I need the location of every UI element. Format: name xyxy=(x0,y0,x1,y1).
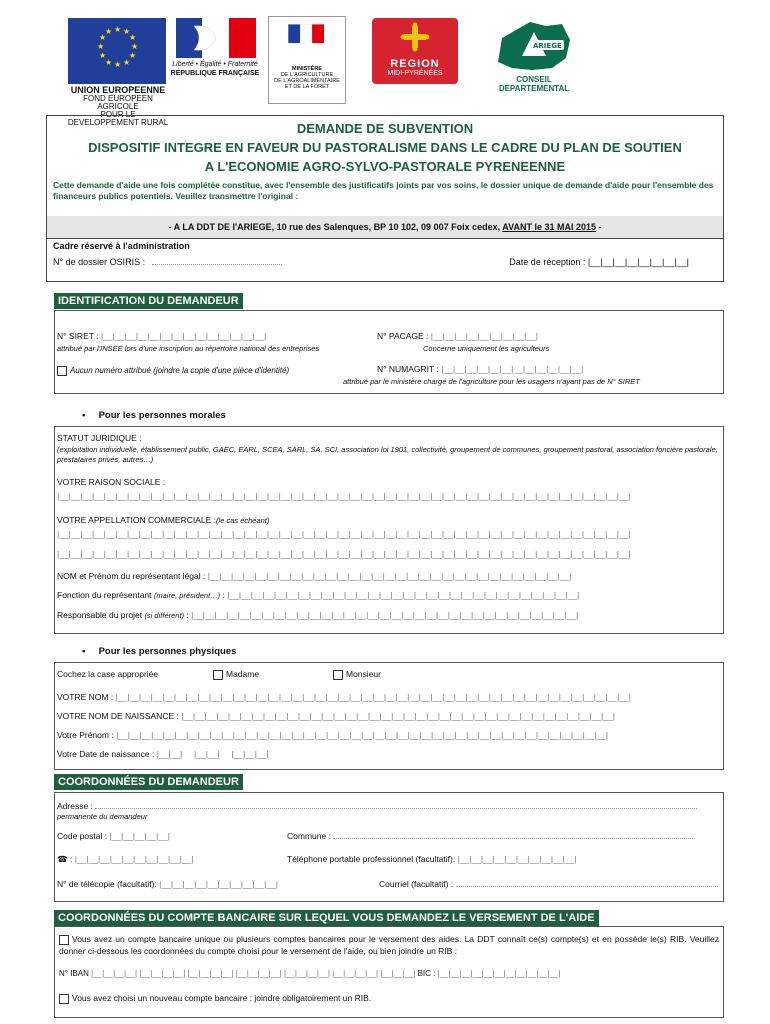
occitan-cross-icon xyxy=(372,18,458,58)
appellation-label: VOTRE APPELLATION COMMERCIALE :(le cas échéant) xyxy=(57,515,270,525)
siret-field[interactable]: N° SIRET : |__|__|__|__|__|__|__|__|__|__|__|__|__|__| xyxy=(57,331,267,341)
svg-text:★: ★ xyxy=(131,42,139,51)
coordonnees-box xyxy=(54,792,724,902)
svg-text:★: ★ xyxy=(105,27,113,36)
ariege-logo xyxy=(492,18,574,74)
no-number-option[interactable]: Aucun numéro attribué (joindre la copie d'une pièce d'identité) xyxy=(57,366,289,376)
prenom-field[interactable]: Votre Prénom : |__|__|__|__|__|__|__|__|__|__|__|__|__|__|__|__|__|__|__|__|__|__|__|__|__|__|__|__|__|__|__|__|__|__|__|__|__|__|__|__|__|__| xyxy=(57,730,609,740)
svg-text:★: ★ xyxy=(123,27,131,36)
monsieur-checkbox[interactable] xyxy=(333,670,343,680)
madame-checkbox[interactable] xyxy=(213,670,223,680)
svg-text:ARIEGE: ARIEGE xyxy=(533,42,562,50)
svg-text:★: ★ xyxy=(99,51,107,60)
title-line1: DEMANDE DE SUBVENTION xyxy=(296,121,474,136)
nom-field[interactable]: VOTRE NOM : |__|__|__|__|__|__|__|__|__|__|__|__|__|__|__|__|__|__|__|__|__|__|__|__|__|__|__|__|__|__|__|__|__|__|__|__|__|__|__|__|__|__|__|__| xyxy=(57,692,631,702)
ariege-caption: CONSEIL DEPARTEMENTAL xyxy=(498,75,570,93)
eu-caption: UNION EUROPEENNE FOND EUROPEEN AGRICOLE POUR LE DEVELOPPEMENT RURAL xyxy=(67,85,169,127)
title-description: Cette demande d'aide une fois complétée constitue, avec l'ensemble des justificatifs joints par vos soins, le dossier unique de demande d'aide pour l'ensemble des financeurs publics potentiels. Veuillez transmettre l'original : xyxy=(53,180,714,201)
cochez-label: Cochez la case appropriée xyxy=(57,669,159,679)
appellation-field-1[interactable]: |__|__|__|__|__|__|__|__|__|__|__|__|__|__|__|__|__|__|__|__|__|__|__|__|__|__|__|__|__|__|__|__|__|__|__|__|__|__|__|__|__|__|__|__|__|__|__|__|__| xyxy=(57,529,631,539)
fonction-field[interactable]: Fonction du représentant (maire, président…) : |__|__|__|__|__|__|__|__|__|__|__|__|__|__|__|__|__|__|__|__|__|__|__|__|__|__|__|__|__|__| xyxy=(57,590,580,600)
date-naissance-field[interactable]: Votre Date de naissance : |__|__| |__|__| |__|__|__| xyxy=(57,749,269,759)
osiris-label: N° de dossier OSIRIS : xyxy=(53,257,146,267)
statut-label: STATUT JURIDIQUE : xyxy=(57,433,142,443)
svg-text:★: ★ xyxy=(114,60,122,69)
morales-heading: ▪ Pour les personnes morales xyxy=(82,410,226,421)
physiques-box xyxy=(54,662,724,770)
raison-field[interactable]: |__|__|__|__|__|__|__|__|__|__|__|__|__|__|__|__|__|__|__|__|__|__|__|__|__|__|__|__|__|__|__|__|__|__|__|__|__|__|__|__|__|__|__|__|__|__|__|__|__| xyxy=(57,491,631,501)
eu-logo xyxy=(68,18,166,84)
coordonnees-header: COORDONNÉES DU DEMANDEUR xyxy=(54,774,243,790)
portable-field[interactable]: Téléphone portable professionnel (facultatif): |__|__|__|__|__|__|__|__|__|__| xyxy=(287,854,577,864)
numagrit-field[interactable]: N° NUMAGRIT : |__|__|__|__|__|__|__|__|__|__|__|__| xyxy=(377,364,584,374)
courriel-field[interactable]: Courriel (facultatif) : xyxy=(379,879,718,889)
fax-field[interactable]: N° de télécopie (facultatif): |__|__|__|__|__|__|__|__|__|__| xyxy=(57,879,278,889)
pacage-note: Concerne uniquement les agriculteurs xyxy=(423,344,550,353)
adresse-field[interactable]: Adresse : xyxy=(57,801,697,811)
admin-frame xyxy=(47,238,723,271)
appellation-field-2[interactable]: |__|__|__|__|__|__|__|__|__|__|__|__|__|__|__|__|__|__|__|__|__|__|__|__|__|__|__|__|__|__|__|__|__|__|__|__|__|__|__|__|__|__|__|__|__|__|__|__|__| xyxy=(57,549,631,559)
admin-label: Cadre réservé à l'administration xyxy=(53,241,190,251)
nom-naissance-field[interactable]: VOTRE NOM DE NAISSANCE : |__|__|__|__|__|__|__|__|__|__|__|__|__|__|__|__|__|__|__|__|__|__|__|__|__|__|__|__|__|__|__|__|__|__|__|__|__| xyxy=(57,711,615,721)
representant-field[interactable]: NOM et Prénom du représentant légal : |__|__|__|__|__|__|__|__|__|__|__|__|__|__|__|__|__|__|__|__|__|__|__|__|__|__|__|__|__|__|__| xyxy=(57,571,572,581)
svg-text:★: ★ xyxy=(123,58,131,67)
svg-text:★: ★ xyxy=(105,58,113,67)
title-box xyxy=(46,115,724,282)
telephone-field[interactable]: ☎ : |__|__|__|__|__|__|__|__|__|__| xyxy=(57,854,194,864)
commune-field[interactable]: Commune : xyxy=(287,831,693,841)
region-logo: REGION MIDI-PYRÉNÉES xyxy=(372,18,458,84)
iban-field[interactable]: N° IBAN |__|__|__|__| |__|__|__|__| |__|__|__|__| |__|__|__|__| |__|__|__|__| |__|__|__|__| |__|__|__| BIC : |__|__|__|__|__|__|__|__|__|__|__| xyxy=(59,969,561,978)
reception-field[interactable]: Date de réception : |__|__|__|__|__|__|__|__| xyxy=(509,257,689,267)
nouveau-compte-option[interactable]: Vous avez choisi un nouveau compte bancaire : joindre obligatoirement un RIB. xyxy=(59,993,371,1004)
rf-caption: Liberté • Égalité • Fraternité RÉPUBLIQUE FRANÇAISE xyxy=(170,61,260,77)
statut-note: (exploitation individuelle, établissement public, GAEC, EARL, SCEA, SARL, SA, SCI, association loi 1901, collectivité, groupement de communes, groupement pastoral, association foncière pastorale, prestataires privés, autres…) xyxy=(57,445,718,464)
svg-text:★: ★ xyxy=(129,33,137,42)
compte-existant-option[interactable]: Vous avez un compte bancaire unique ou plusieurs comptes bancaires pour le versement des aides. La DDT connaît ce(s) compte(s) et en possède le(s) RIB. Veuillez donner ci-dessous les coordonnées du compte choisi pour le versement de l'aide, ou bien joindre un RIB : xyxy=(59,934,719,956)
nouveau-compte-checkbox[interactable] xyxy=(59,994,69,1004)
title-line2: DISPOSITIF INTEGRE EN FAVEUR DU PASTORALISME DANS LE CADRE DU PLAN DE SOUTIEN xyxy=(88,140,682,155)
cp-field[interactable]: Code postal : |__|__|__|__|__| xyxy=(57,831,170,841)
ministere-logo: MINISTÈRE DE L'AGRICULTURE DE L'AGROALIMENTAIRE ET DE LA FORÊT xyxy=(268,16,346,104)
marianne-logo xyxy=(176,18,256,58)
monsieur-option[interactable]: Monsieur xyxy=(333,669,381,680)
raison-label: VOTRE RAISON SOCIALE : xyxy=(57,477,166,487)
bancaire-header: COORDONNÉES DU COMPTE BANCAIRE SUR LEQUEL VOUS DEMANDEZ LE VERSEMENT DE L'AIDE xyxy=(54,910,599,926)
responsable-field[interactable]: Responsable du projet (si différent) : |__|__|__|__|__|__|__|__|__|__|__|__|__|__|__|__|__|__|__|__|__|__|__|__|__|__|__|__|__|__|__|__|__| xyxy=(57,610,579,620)
svg-text:★: ★ xyxy=(99,33,107,42)
title-line3: A L'ECONOMIE AGRO-SYLVO-PASTORALE PYRENEENNE xyxy=(204,159,566,174)
svg-text:★: ★ xyxy=(114,25,122,34)
pacage-field[interactable]: N° PACAGE : |__|__|__|__|__|__|__|__|__| xyxy=(377,331,538,341)
madame-option[interactable]: Madame xyxy=(213,669,259,680)
no-number-checkbox[interactable] xyxy=(57,366,67,376)
morales-box xyxy=(54,426,724,634)
siret-note: attribué par l'INSEE lors d'une inscription au répertoire national des entreprises xyxy=(57,344,320,353)
osiris-field[interactable] xyxy=(152,264,282,265)
svg-text:★: ★ xyxy=(129,51,137,60)
numagrit-note: attribué par le ministère chargé de l'agriculture pour les usagers n'ayant pas de N° SIRET xyxy=(343,377,640,386)
bancaire-box xyxy=(54,926,724,1018)
svg-text:★: ★ xyxy=(97,42,105,51)
phone-icon: ☎ xyxy=(57,854,68,864)
eu-stars-icon xyxy=(68,18,166,84)
identification-box xyxy=(54,310,724,394)
delivery-instruction: - A LA DDT DE l'ARIEGE, 10 rue des Salenques, BP 10 102, 09 007 Foix cedex, AVANT le 31 MAI 2015 - xyxy=(47,216,723,238)
identification-header: IDENTIFICATION DU DEMANDEUR xyxy=(54,293,243,309)
physiques-heading: ▪ Pour les personnes physiques xyxy=(82,646,237,657)
adresse-note: permanente du demandeur xyxy=(57,812,148,821)
compte-existant-checkbox[interactable] xyxy=(59,935,69,945)
